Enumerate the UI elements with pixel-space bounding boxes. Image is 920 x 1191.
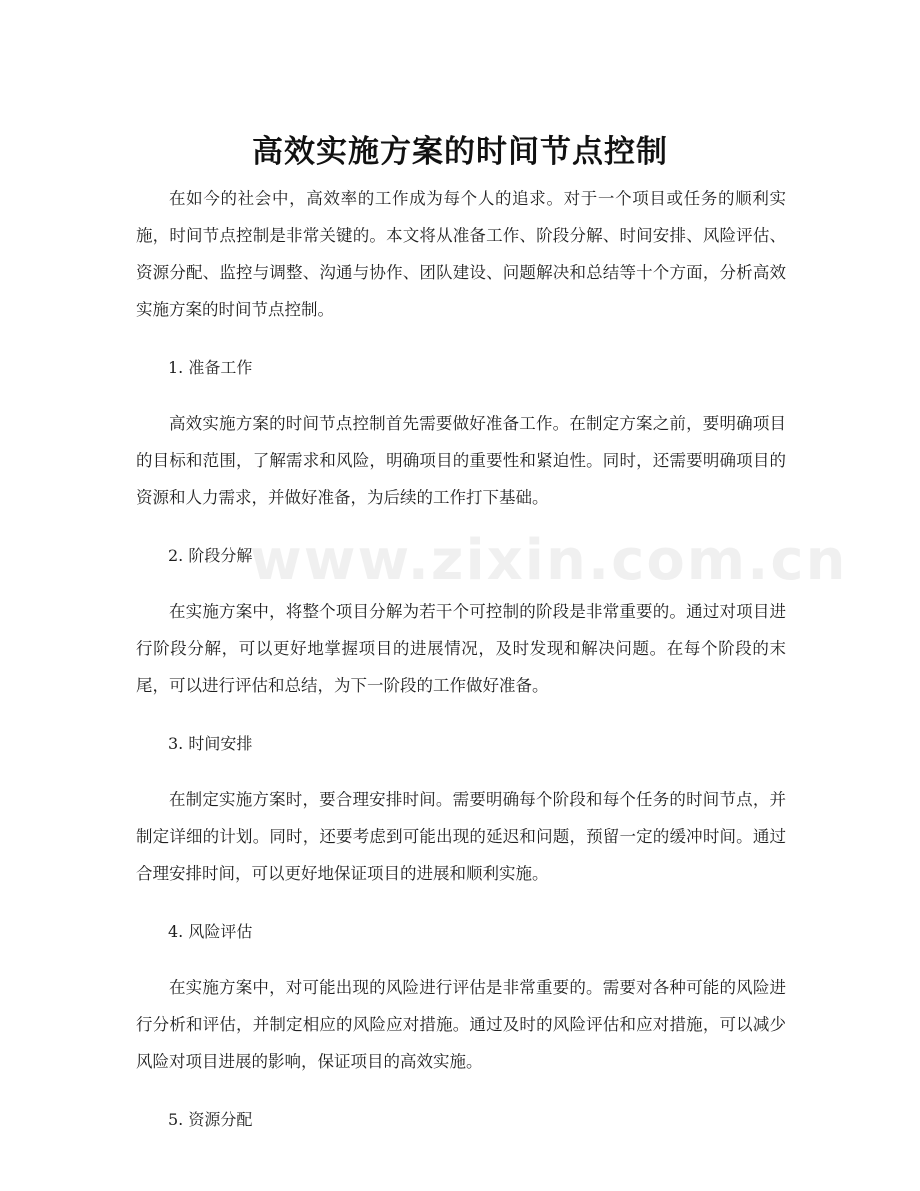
section-body-2: 在实施方案中，将整个项目分解为若干个可控制的阶段是非常重要的。通过对项目进行阶段分解，可以更好地掌握项目的进展情况，及时发现和解决问题。在每个阶段的末尾，可以进行评估和总结，为下一阶段的工作做好准备。 xyxy=(136,602,786,695)
section-body-4: 在实施方案中，对可能出现的风险进行评估是非常重要的。需要对各种可能的风险进行分析和评估，并制定相应的风险应对措施。通过及时的风险评估和应对措施，可以减少风险对项目进展的影响，保证项目的高效实施。 xyxy=(136,978,786,1071)
watermark: www.zixin.com.cn xyxy=(250,528,848,593)
section-heading-1: 1. 准备工作 xyxy=(168,358,253,377)
document-body xyxy=(136,180,848,1157)
section-heading-5: 5. 资源分配 xyxy=(168,1110,253,1129)
section-body-1: 高效实施方案的时间节点控制首先需要做好准备工作。在制定方案之前，要明确项目的目标和范围，了解需求和风险，明确项目的重要性和紧迫性。同时，还需要明确项目的资源和人力需求，并做好准备，为后续的工作打下基础。 xyxy=(136,414,786,507)
section-heading-3: 3. 时间安排 xyxy=(168,734,253,753)
section-heading-2: 2. 阶段分解 xyxy=(168,546,253,565)
section-body-3: 在制定实施方案时，要合理安排时间。需要明确每个阶段和每个任务的时间节点，并制定详细的计划。同时，还要考虑到可能出现的延迟和问题，预留一定的缓冲时间。通过合理安排时间，可以更好地保证项目的进展和顺利实施。 xyxy=(136,790,786,883)
document-title: 高效实施方案的时间节点控制 xyxy=(252,133,668,170)
section-heading-4: 4. 风险评估 xyxy=(168,922,253,941)
intro-paragraph: 在如今的社会中，高效率的工作成为每个人的追求。对于一个项目或任务的顺利实施，时间节点控制是非常关键的。本文将从准备工作、阶段分解、时间安排、风险评估、资源分配、监控与调整、沟通与协作、团队建设、问题解决和总结等十个方面，分析高效实施方案的时间节点控制。 xyxy=(136,189,786,319)
